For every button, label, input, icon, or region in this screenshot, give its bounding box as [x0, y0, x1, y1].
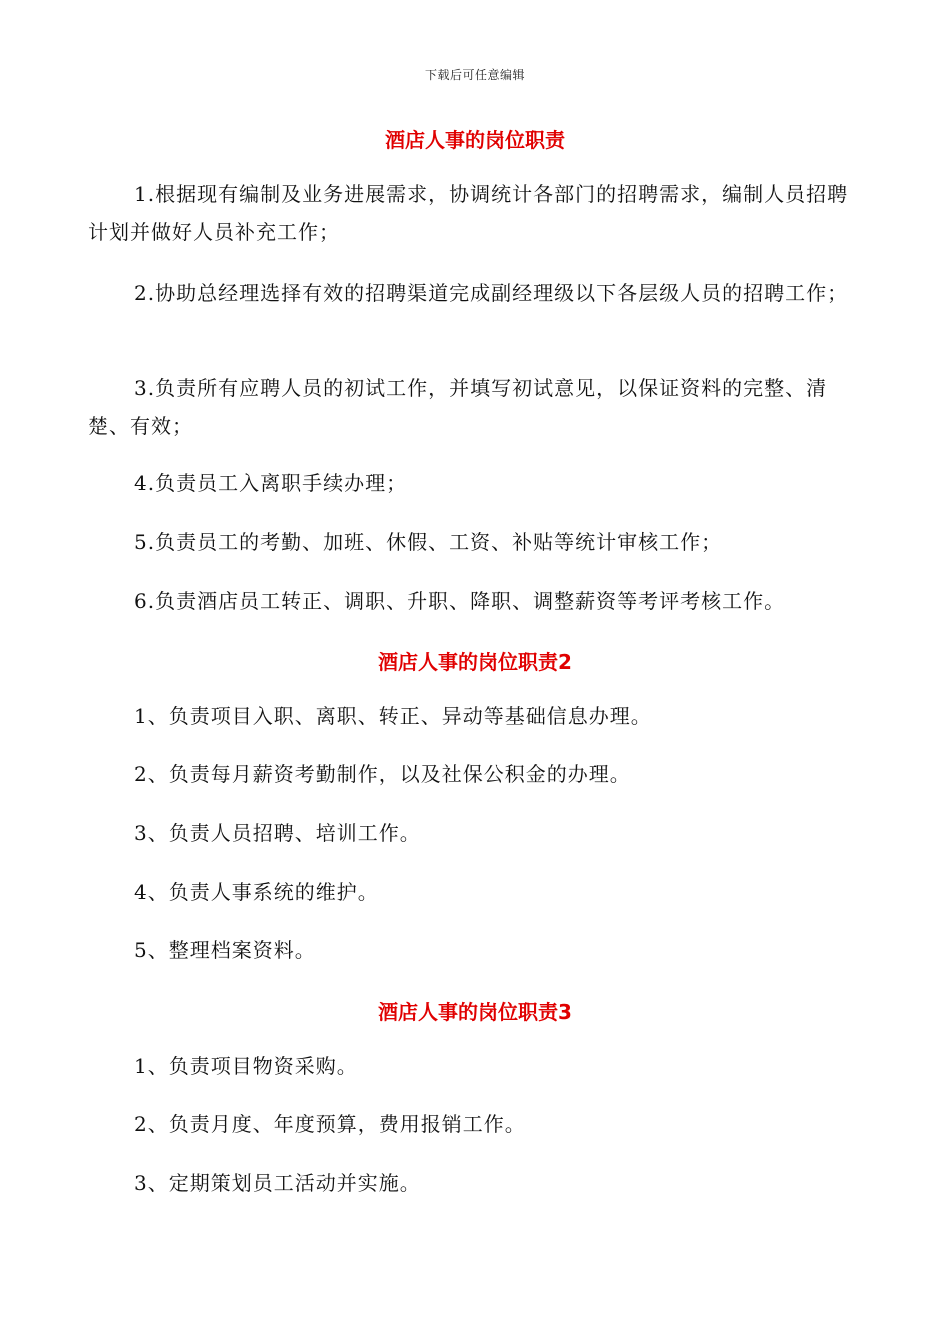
section2-item-1: 1、负责项目入职、离职、转正、异动等基础信息办理。 — [134, 704, 652, 728]
section1-item-5: 5.负责员工的考勤、加班、休假、工资、补贴等统计审核工作； — [134, 530, 723, 554]
section1-item-6: 6.负责酒店员工转正、调职、升职、降职、调整薪资等考评考核工作。 — [134, 589, 786, 613]
section1-item-4: 4.负责员工入离职手续办理； — [134, 471, 408, 495]
section1-item-2: 2.协助总经理选择有效的招聘渠道完成副经理级以下各层级人员的招聘工作； — [134, 281, 849, 305]
section3-item-3: 3、定期策划员工活动并实施。 — [134, 1171, 421, 1195]
section-title-1: 酒店人事的岗位职责 — [385, 128, 565, 152]
section1-item-3: 3.负责所有应聘人员的初试工作，并填写初试意见，以保证资料的完整、清楚、有效； — [88, 376, 828, 438]
section3-item-2: 2、负责月度、年度预算，费用报销工作。 — [134, 1112, 526, 1136]
section-title-2: 酒店人事的岗位职责2 — [378, 650, 572, 674]
section2-item-2: 2、负责每月薪资考勤制作，以及社保公积金的办理。 — [134, 762, 631, 786]
section-title-3: 酒店人事的岗位职责3 — [378, 1000, 572, 1024]
section2-item-3: 3、负责人员招聘、培训工作。 — [134, 821, 421, 845]
section1-item-1: 1.根据现有编制及业务进展需求，协调统计各部门的招聘需求，编制人员招聘计划并做好人员补充工作； — [88, 182, 849, 244]
section3-item-1: 1、负责项目物资采购。 — [134, 1054, 358, 1078]
header-note: 下载后可任意编辑 — [424, 68, 525, 82]
section2-item-5: 5、整理档案资料。 — [134, 938, 316, 962]
section2-item-4: 4、负责人事系统的维护。 — [134, 880, 379, 904]
